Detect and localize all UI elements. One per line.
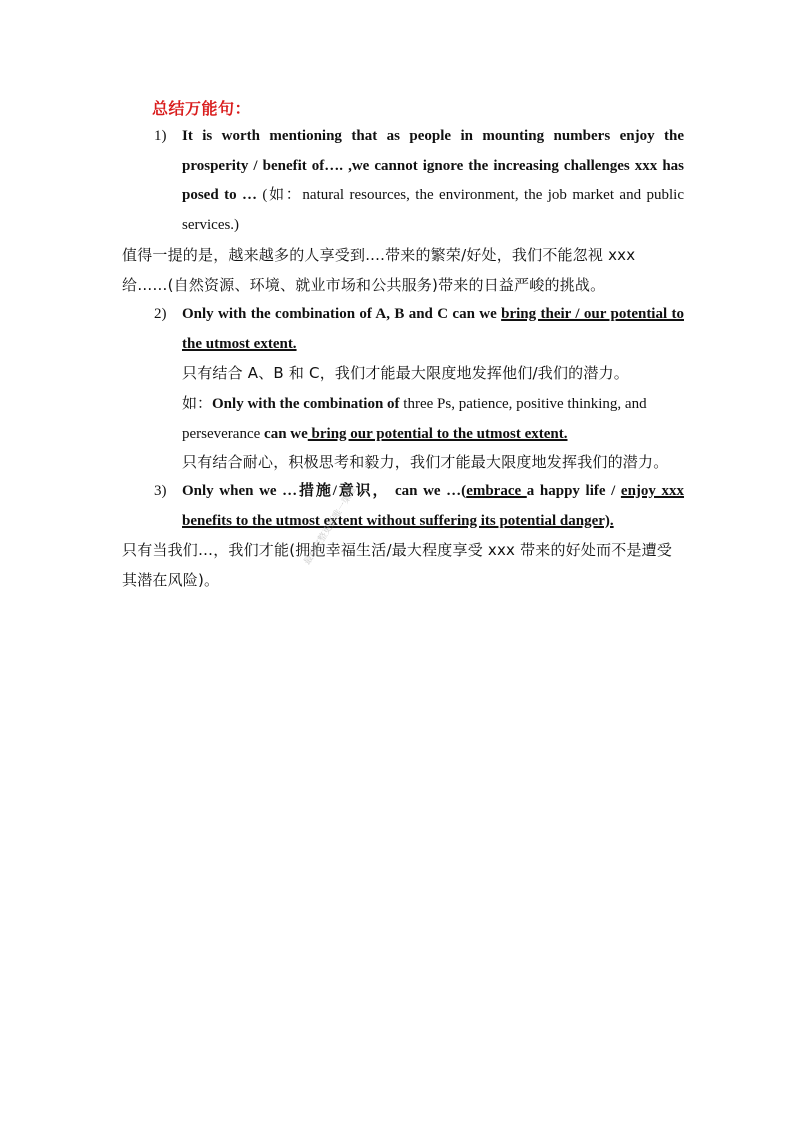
- translation-3: 只有当我们…，我们才能(拥抱幸福生活/最大程度享受 xxx 带来的好处而不是遭受其潜在风险)。: [122, 541, 673, 589]
- sentence-note: (如：natural resources, the environment, the job market and public services.): [182, 187, 684, 233]
- sentence-underlined-1: embrace: [466, 483, 527, 499]
- example-underlined: bring our potential to the utmost extent.: [307, 425, 568, 442]
- example-bold-start: Only with the combination of: [212, 396, 400, 412]
- item-body: [182, 300, 684, 359]
- sentence-pattern: Only with the combination of A, B and C can we: [182, 306, 502, 322]
- item-body: [182, 477, 684, 536]
- sentence-pattern: Only when we …措施/意识， can we …(: [182, 483, 467, 499]
- item-body: [182, 122, 684, 240]
- sentence-item-2: [154, 300, 684, 359]
- example-plain: three Ps, patience, positive thinking, and perseverance: [182, 396, 647, 442]
- example-2: [182, 389, 684, 449]
- sentence-item-3: [154, 477, 684, 536]
- section-heading: 总结万能句：: [152, 99, 252, 118]
- item-number: 3): [154, 483, 167, 499]
- example-bold-can: can we: [264, 425, 308, 442]
- translation-1: 值得一提的是，越来越多的人享受到....带来的繁荣/好处，我们不能忽视 xxx 给……(自然资源、环境、就业市场和公共服务)带来的日益严峻的挑战。: [122, 246, 636, 294]
- example-prefix: 如：: [182, 394, 213, 412]
- item-number: 2): [154, 306, 167, 322]
- sentence-item-1: [154, 122, 684, 240]
- sentence-pattern: It is worth mentioning that as people in mounting numbers enjoy the prosperity / benefit of…. ,we cannot ignore the increasing challenges xxx has posed to …: [182, 128, 684, 203]
- sentence-underlined-2: enjoy xxx benefits to the utmost extent without suffering its potential danger).: [182, 483, 685, 529]
- translation-2: 只有结合 A、B 和 C，我们才能最大限度地发挥他们/我们的潜力。: [182, 364, 629, 382]
- sentence-mid: a happy life /: [526, 483, 621, 499]
- watermark: 最快完整更新唯一渠道: [302, 485, 359, 567]
- item-number: 1): [154, 128, 167, 144]
- example-translation-2: 只有结合耐心，积极思考和毅力，我们才能最大限度地发挥我们的潜力。: [182, 453, 669, 471]
- sentence-pattern-underlined: bring their / our potential to the utmost extent.: [182, 306, 684, 352]
